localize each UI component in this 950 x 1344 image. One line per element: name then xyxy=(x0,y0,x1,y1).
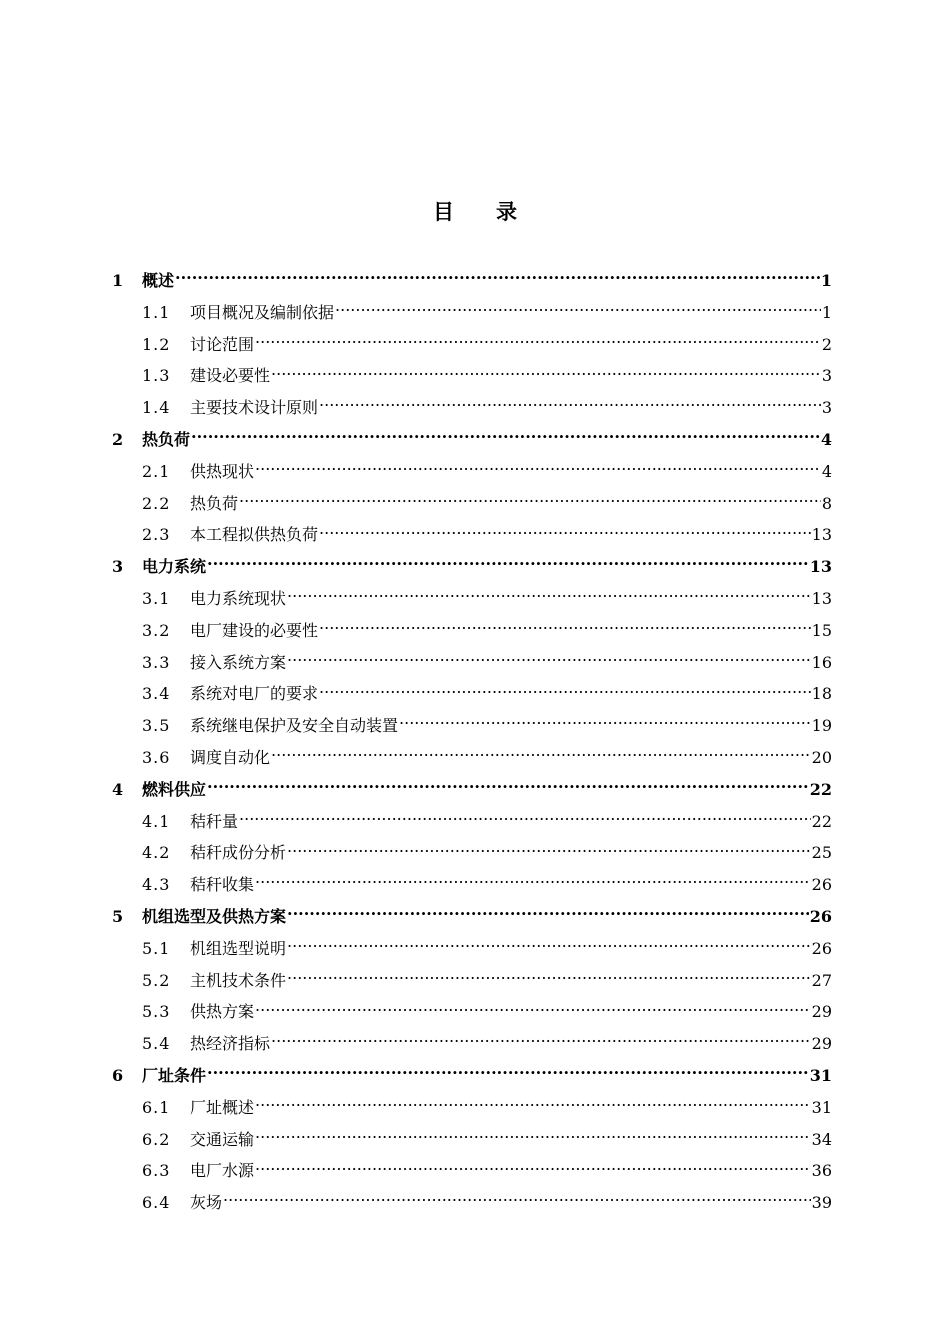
toc-entry-page-number: 3 xyxy=(821,366,832,386)
dot-leader xyxy=(207,775,809,795)
dot-leader xyxy=(287,934,811,954)
toc-entry-label: 秸秆成份分析 xyxy=(190,843,287,863)
toc-section-entry[interactable] xyxy=(112,488,832,520)
toc-section-entry[interactable] xyxy=(112,933,832,965)
toc-entry-label: 灰场 xyxy=(190,1193,223,1213)
toc-entry-page-number: 1 xyxy=(820,271,832,290)
toc-chapter-entry[interactable] xyxy=(112,424,832,456)
toc-section-entry[interactable] xyxy=(112,837,832,869)
toc-entry-page-number: 26 xyxy=(811,875,832,895)
toc-entry-number: 4 xyxy=(112,779,124,799)
toc-section-entry[interactable] xyxy=(112,456,832,488)
toc-entry-label: 建设必要性 xyxy=(190,366,271,386)
toc-entry-number: 6.3 xyxy=(142,1161,171,1181)
toc-entry-label: 秸秆量 xyxy=(190,811,239,831)
toc-entry-number: 3.1 xyxy=(142,588,171,608)
toc-entry-page-number: 4 xyxy=(821,461,832,481)
dot-leader xyxy=(255,870,811,890)
dot-leader xyxy=(399,711,811,731)
toc-section-entry[interactable] xyxy=(112,806,832,838)
toc-entry-page-number: 31 xyxy=(811,1097,832,1117)
dot-leader xyxy=(207,1061,809,1081)
toc-entry-label: 电厂水源 xyxy=(190,1161,255,1181)
toc-entry-label: 厂址概述 xyxy=(190,1097,255,1117)
dot-leader xyxy=(255,1125,811,1145)
toc-entry-label: 讨论范围 xyxy=(190,334,255,354)
dot-leader xyxy=(255,330,821,350)
toc-chapter-entry[interactable] xyxy=(112,1060,832,1092)
toc-entry-page-number: 22 xyxy=(811,811,832,831)
dot-leader xyxy=(239,489,821,509)
toc-entry-number: 1.1 xyxy=(142,302,171,322)
toc-entry-page-number: 26 xyxy=(811,938,832,958)
toc-entry-number: 2.3 xyxy=(142,525,171,545)
dot-leader xyxy=(271,743,811,763)
toc-entry-number: 5.1 xyxy=(142,938,171,958)
toc-section-entry[interactable] xyxy=(112,297,832,329)
page-title xyxy=(0,196,950,226)
title-char-1: 目 xyxy=(433,199,454,224)
toc-entry-page-number: 20 xyxy=(811,747,832,767)
toc-section-entry[interactable] xyxy=(112,869,832,901)
toc-entry-label: 热负荷 xyxy=(190,493,239,513)
toc-entry-number: 3.4 xyxy=(142,684,171,704)
toc-entry-number: 3.6 xyxy=(142,747,171,767)
toc-entry-page-number: 13 xyxy=(811,588,832,608)
toc-section-entry[interactable] xyxy=(112,1124,832,1156)
toc-entry-page-number: 29 xyxy=(811,1034,832,1054)
dot-leader xyxy=(287,648,811,668)
toc-entry-page-number: 8 xyxy=(821,493,832,513)
toc-entry-page-number: 15 xyxy=(811,620,832,640)
toc-entry-label: 热经济指标 xyxy=(190,1034,271,1054)
toc-section-entry[interactable] xyxy=(112,329,832,361)
toc-entry-label: 本工程拟供热负荷 xyxy=(190,525,319,545)
toc-entry-number: 2.2 xyxy=(142,493,171,513)
toc-entry-number: 6.1 xyxy=(142,1097,171,1117)
dot-leader xyxy=(255,997,811,1017)
dot-leader xyxy=(319,616,811,636)
dot-leader xyxy=(191,425,820,445)
toc-entry-number: 5.2 xyxy=(142,970,171,990)
toc-entry-label: 概述 xyxy=(142,271,175,290)
toc-entry-label: 主要技术设计原则 xyxy=(190,398,319,418)
toc-section-entry[interactable] xyxy=(112,710,832,742)
dot-leader xyxy=(255,1093,811,1113)
dot-leader xyxy=(207,552,809,572)
toc-entry-page-number: 4 xyxy=(820,429,832,449)
toc-section-entry[interactable] xyxy=(112,519,832,551)
toc-entry-label: 接入系统方案 xyxy=(190,652,287,672)
dot-leader xyxy=(255,457,821,477)
dot-leader xyxy=(287,966,811,986)
dot-leader xyxy=(287,902,809,922)
toc-entry-page-number: 16 xyxy=(811,652,832,672)
dot-leader xyxy=(319,393,821,413)
toc-entry-number: 6.2 xyxy=(142,1129,171,1149)
toc-entry-label: 厂址条件 xyxy=(142,1065,207,1085)
toc-chapter-entry[interactable] xyxy=(112,551,832,583)
toc-entry-label: 电力系统现状 xyxy=(190,588,287,608)
dot-leader xyxy=(319,679,811,699)
toc-entry-number: 6 xyxy=(112,1065,124,1085)
toc-entry-label: 系统对电厂的要求 xyxy=(190,684,319,704)
dot-leader xyxy=(239,807,811,827)
toc-entry-page-number: 29 xyxy=(811,1002,832,1022)
toc-entry-page-number: 13 xyxy=(811,525,832,545)
toc-entry-label: 供热现状 xyxy=(190,461,255,481)
toc-entry-number: 4.3 xyxy=(142,875,171,895)
dot-leader xyxy=(319,520,811,540)
dot-leader xyxy=(271,361,821,381)
toc-entry-number: 4.2 xyxy=(142,843,171,863)
toc-entry-number: 4.1 xyxy=(142,811,171,831)
toc-entry-page-number: 25 xyxy=(811,843,832,863)
dot-leader xyxy=(175,266,820,286)
toc-entry-page-number: 34 xyxy=(811,1129,832,1149)
toc-entry-label: 热负荷 xyxy=(142,429,191,449)
dot-leader xyxy=(223,1188,811,1208)
toc-entry-page-number: 3 xyxy=(821,398,832,418)
toc-entry-page-number: 13 xyxy=(809,557,832,577)
toc-entry-label: 系统继电保护及安全自动装置 xyxy=(190,716,399,736)
toc-entry-page-number: 31 xyxy=(809,1065,832,1085)
toc-entry-page-number: 27 xyxy=(811,970,832,990)
toc-entry-page-number: 19 xyxy=(811,716,832,736)
toc-entry-number: 3 xyxy=(112,557,124,577)
toc-section-entry[interactable] xyxy=(112,678,832,710)
toc-entry-label: 供热方案 xyxy=(190,1002,255,1022)
toc-section-entry[interactable] xyxy=(112,1155,832,1187)
toc-chapter-entry[interactable] xyxy=(112,265,832,297)
dot-leader xyxy=(255,1156,811,1176)
toc-entry-number: 5.4 xyxy=(142,1034,171,1054)
toc-entry-number: 2 xyxy=(112,429,124,449)
dot-leader xyxy=(271,1029,811,1049)
title-char-2: 录 xyxy=(496,199,517,224)
toc-entry-number: 1 xyxy=(112,271,124,290)
toc-entry-number: 5.3 xyxy=(142,1002,171,1022)
toc-entry-label: 机组选型说明 xyxy=(190,938,287,958)
toc-entry-number: 5 xyxy=(112,906,124,926)
toc-entry-number: 3.3 xyxy=(142,652,171,672)
toc-entry-label: 项目概况及编制依据 xyxy=(190,302,335,322)
toc-section-entry[interactable] xyxy=(112,1187,832,1219)
toc-entry-number: 6.4 xyxy=(142,1193,171,1213)
toc-entry-page-number: 2 xyxy=(821,334,832,354)
toc-entry-page-number: 26 xyxy=(809,906,832,926)
toc-section-entry[interactable] xyxy=(112,965,832,997)
toc-section-entry[interactable] xyxy=(112,1028,832,1060)
toc-entry-page-number: 39 xyxy=(811,1193,832,1213)
toc-entry-number: 1.2 xyxy=(142,334,171,354)
toc-section-entry[interactable] xyxy=(112,615,832,647)
toc-entry-page-number: 36 xyxy=(811,1161,832,1181)
toc-chapter-entry[interactable] xyxy=(112,901,832,933)
toc-section-entry[interactable] xyxy=(112,583,832,615)
toc-entry-number: 1.4 xyxy=(142,398,171,418)
toc-section-entry[interactable] xyxy=(112,1092,832,1124)
toc-section-entry[interactable] xyxy=(112,996,832,1028)
toc-entry-label: 燃料供应 xyxy=(142,779,207,799)
dot-leader xyxy=(287,838,811,858)
toc-section-entry[interactable] xyxy=(112,742,832,774)
toc-entry-number: 1.3 xyxy=(142,366,171,386)
toc-entry-page-number: 22 xyxy=(809,779,832,799)
toc-entry-label: 主机技术条件 xyxy=(190,970,287,990)
toc-entry-label: 交通运输 xyxy=(190,1129,255,1149)
toc-entry-label: 电力系统 xyxy=(142,557,207,577)
toc-entry-number: 2.1 xyxy=(142,461,171,481)
dot-leader xyxy=(335,298,821,318)
dot-leader xyxy=(287,584,811,604)
toc-entry-label: 机组选型及供热方案 xyxy=(142,906,287,926)
toc-chapter-entry[interactable] xyxy=(112,774,832,806)
toc-section-entry[interactable] xyxy=(112,392,832,424)
toc-entry-label: 调度自动化 xyxy=(190,747,271,767)
toc-entry-label: 电厂建设的必要性 xyxy=(190,620,319,640)
toc-entry-number: 3.5 xyxy=(142,716,171,736)
toc-entry-page-number: 18 xyxy=(811,684,832,704)
toc-section-entry[interactable] xyxy=(112,360,832,392)
toc-entry-page-number: 1 xyxy=(821,302,832,322)
toc-entry-number: 3.2 xyxy=(142,620,171,640)
toc-section-entry[interactable] xyxy=(112,647,832,679)
table-of-contents xyxy=(112,265,832,1219)
toc-entry-label: 秸秆收集 xyxy=(190,875,255,895)
